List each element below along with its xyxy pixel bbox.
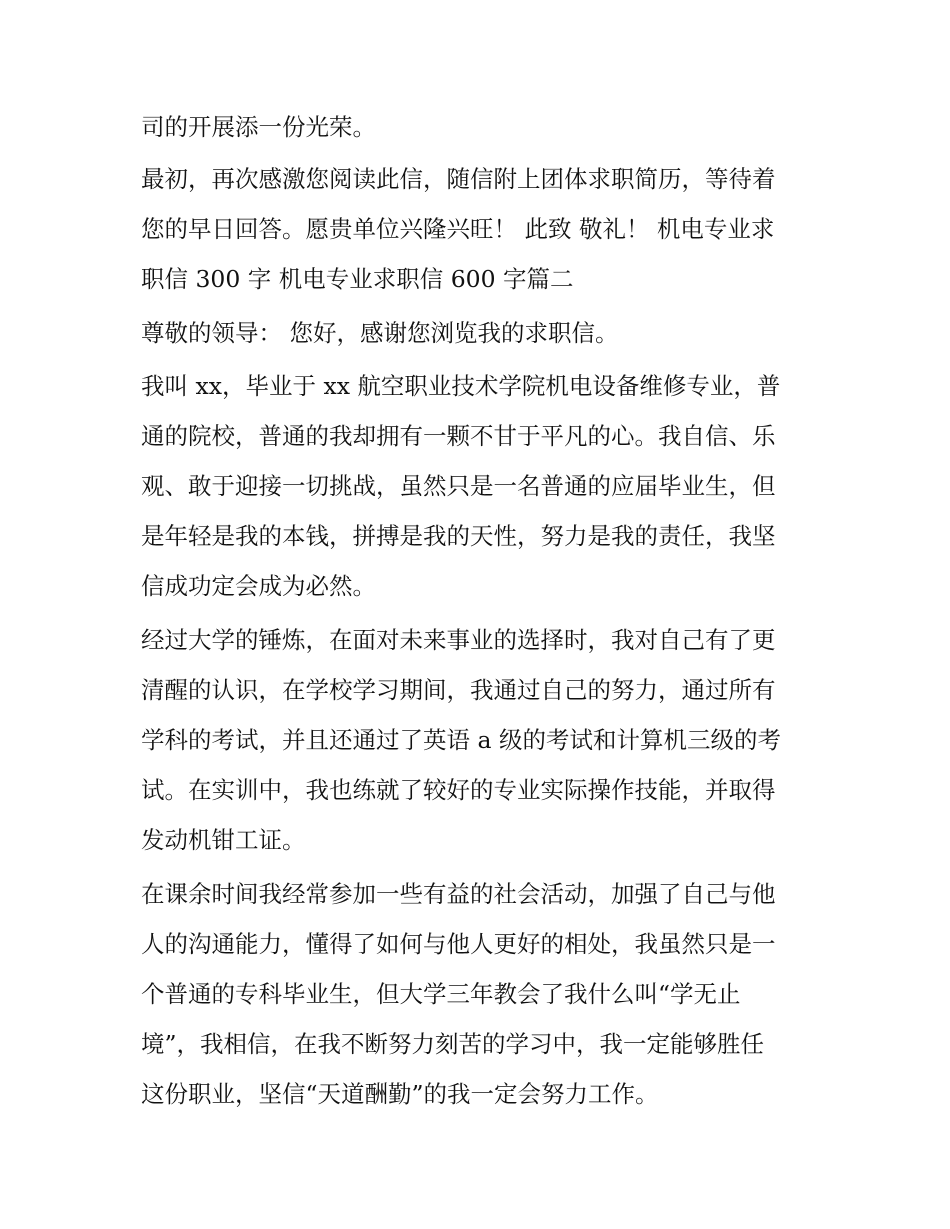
text-line: 司的开展添一份光荣。 [141, 113, 376, 141]
text-line: 经过大学的锤炼，在面对未来事业的选择时，我对自己有了更 [141, 626, 776, 654]
text-line: 清醒的认识，在学校学习期间，我通过自己的努力，通过所有 [141, 676, 776, 704]
text-line: 是年轻是我的本钱，拼搏是我的天性，努力是我的责任，我坚 [141, 522, 776, 550]
text-line: 信成功定会成为必然。 [141, 572, 376, 600]
text-line: 观、敢于迎接一切挑战，虽然只是一名普通的应届毕业生，但 [141, 472, 776, 500]
text-line: 在课余时间我经常参加一些有益的社会活动，加强了自己与他 [141, 880, 776, 908]
text-line: 试。在实训中，我也练就了较好的专业实际操作技能，并取得 [141, 776, 776, 804]
text-line: 这份职业，坚信“天道酬勤”的我一定会努力工作。 [141, 1080, 659, 1108]
text-line: 通的院校，普通的我却拥有一颗不甘于平凡的心。我自信、乐 [141, 422, 776, 450]
text-line: 尊敬的领导： 您好，感谢您浏览我的求职信。 [141, 319, 619, 347]
text-line: 人的沟通能力，懂得了如何与他人更好的相处，我虽然只是一 [141, 930, 776, 958]
text-line: 学科的考试，并且还通过了英语 a 级的考试和计算机三级的考 [141, 726, 781, 754]
text-line: 最初，再次感激您阅读此信，随信附上团体求职简历，等待着 [141, 165, 776, 193]
text-line: 境”，我相信，在我不断努力刻苦的学习中，我一定能够胜任 [141, 1030, 765, 1058]
text-line: 发动机钳工证。 [141, 826, 306, 854]
text-line: 我叫 xx，毕业于 xx 航空职业技术学院机电设备维修专业，普 [141, 372, 781, 400]
text-line: 职信 300 字 机电专业求职信 600 字篇二 [141, 265, 574, 293]
text-line: 您的早日回答。愿贵单位兴隆兴旺！ 此致 敬礼！ 机电专业求 [141, 215, 775, 243]
text-line: 个普通的专科毕业生，但大学三年教会了我什么叫“学无止 [141, 980, 741, 1008]
